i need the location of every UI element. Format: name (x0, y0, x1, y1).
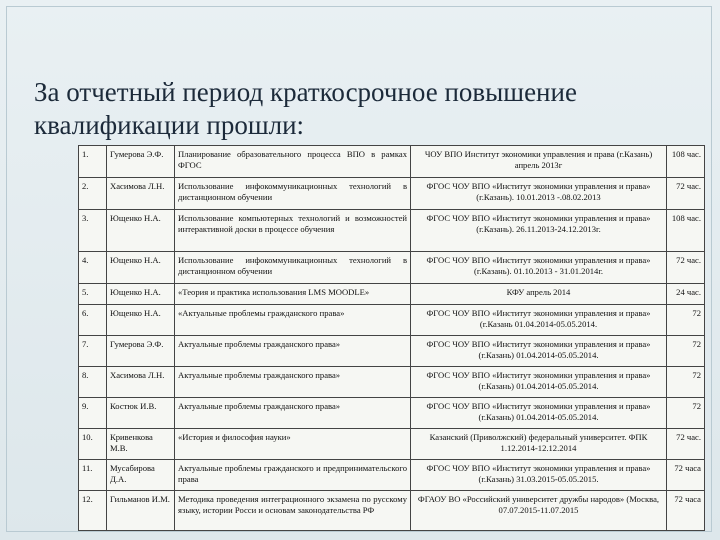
organization-and-dates: ФГОС ЧОУ ВПО «Институт экономики управления и права» (г.Казань). 01.10.2013 - 31.01.2014г. (411, 252, 667, 284)
course-title: Использование инфокоммуникационных технологий в дистанционном обучении (175, 252, 411, 284)
training-table-body (79, 146, 705, 531)
course-title: Актуальные проблемы гражданского права» (175, 398, 411, 429)
table-row (79, 252, 705, 284)
row-number: 9. (79, 398, 107, 429)
teacher-name: Гумерова Э.Ф. (107, 336, 175, 367)
teacher-name: Ющенко Н.А. (107, 284, 175, 305)
course-title: Актуальные проблемы гражданского и предпринимательского права (175, 460, 411, 491)
table-row (79, 460, 705, 491)
slide-title: За отчетный период краткосрочное повышение квалификации прошли: (34, 77, 577, 140)
table-row (79, 178, 705, 210)
row-number: 2. (79, 178, 107, 210)
row-number: 12. (79, 491, 107, 531)
hours: 24 час. (667, 284, 705, 305)
row-number: 4. (79, 252, 107, 284)
organization-and-dates: ФГАОУ ВО «Российский университет дружбы народов» (Москва, 07.07.2015-11.07.2015 (411, 491, 667, 531)
hours: 72 (667, 336, 705, 367)
course-title: Использование компьютерных технологий и возможностей интерактивной доски в процессе обучения (175, 210, 411, 252)
organization-and-dates: ЧОУ ВПО Институт экономики управления и права (г.Казань) апрель 2013г (411, 146, 667, 178)
organization-and-dates: Казанский (Приволжский) федеральный университет. ФПК 1.12.2014-12.12.2014 (411, 429, 667, 460)
course-title: Актуальные проблемы гражданского права» (175, 367, 411, 398)
row-number: 7. (79, 336, 107, 367)
table-row (79, 491, 705, 531)
row-number: 8. (79, 367, 107, 398)
row-number: 3. (79, 210, 107, 252)
organization-and-dates: КФУ апрель 2014 (411, 284, 667, 305)
hours: 72 часа (667, 460, 705, 491)
row-number: 6. (79, 305, 107, 336)
table-row (79, 284, 705, 305)
teacher-name: Гильманов И.М. (107, 491, 175, 531)
course-title: Методика проведения интеграционного экзамена по русскому языку, истории Росси и основам законодательства РФ (175, 491, 411, 531)
row-number: 11. (79, 460, 107, 491)
organization-and-dates: ФГОС ЧОУ ВПО «Институт экономики управления и права» (г.Казань 01.04.2014-05.05.2014. (411, 305, 667, 336)
teacher-name: Гумерова Э.Ф. (107, 146, 175, 178)
organization-and-dates: ФГОС ЧОУ ВПО «Институт экономики управления и права» (г.Казань) 31.03.2015-05.05.2015. (411, 460, 667, 491)
teacher-name: Костюк И.В. (107, 398, 175, 429)
hours: 108 час. (667, 146, 705, 178)
organization-and-dates: ФГОС ЧОУ ВПО «Институт экономики управления и права» (г.Казань). 26.11.2013-24.12.2013г. (411, 210, 667, 252)
row-number: 1. (79, 146, 107, 178)
teacher-name: Ющенко Н.А. (107, 210, 175, 252)
organization-and-dates: ФГОС ЧОУ ВПО «Институт экономики управления и права» (г.Казань) 01.04.2014-05.05.2014. (411, 398, 667, 429)
hours: 72 (667, 305, 705, 336)
hours: 108 час. (667, 210, 705, 252)
hours: 72 час. (667, 252, 705, 284)
table-row (79, 336, 705, 367)
course-title: Планирование образовательного процесса ВПО в рамках ФГОС (175, 146, 411, 178)
organization-and-dates: ФГОС ЧОУ ВПО «Институт экономики управления и права» (г.Казань) 01.04.2014-05.05.2014. (411, 336, 667, 367)
hours: 72 час. (667, 429, 705, 460)
table-row (79, 398, 705, 429)
row-number: 10. (79, 429, 107, 460)
teacher-name: Хасимова Л.Н. (107, 178, 175, 210)
teacher-name: Кривенкова М.В. (107, 429, 175, 460)
table-row (79, 429, 705, 460)
table-row (79, 210, 705, 252)
table-row (79, 367, 705, 398)
course-title: Актуальные проблемы гражданского права» (175, 336, 411, 367)
table-row (79, 305, 705, 336)
course-title: Использование инфокоммуникационных технологий в дистанционном обучении (175, 178, 411, 210)
row-number: 5. (79, 284, 107, 305)
hours: 72 час. (667, 178, 705, 210)
teacher-name: Ющенко Н.А. (107, 305, 175, 336)
course-title: «История и философия науки» (175, 429, 411, 460)
training-table (78, 145, 705, 531)
course-title: «Теория и практика использования LMS MOODLE» (175, 284, 411, 305)
hours: 72 (667, 367, 705, 398)
teacher-name: Хасимова Л.Н. (107, 367, 175, 398)
teacher-name: Ющенко Н.А. (107, 252, 175, 284)
table-row (79, 146, 705, 178)
organization-and-dates: ФГОС ЧОУ ВПО «Институт экономики управления и права» (г.Казань). 10.01.2013 -.08.02.2013 (411, 178, 667, 210)
hours: 72 (667, 398, 705, 429)
organization-and-dates: ФГОС ЧОУ ВПО «Институт экономики управления и права» (г.Казань) 01.04.2014-05.05.2014. (411, 367, 667, 398)
hours: 72 часа (667, 491, 705, 531)
course-title: «Актуальные проблемы гражданского права» (175, 305, 411, 336)
teacher-name: Мусабирова Д.А. (107, 460, 175, 491)
